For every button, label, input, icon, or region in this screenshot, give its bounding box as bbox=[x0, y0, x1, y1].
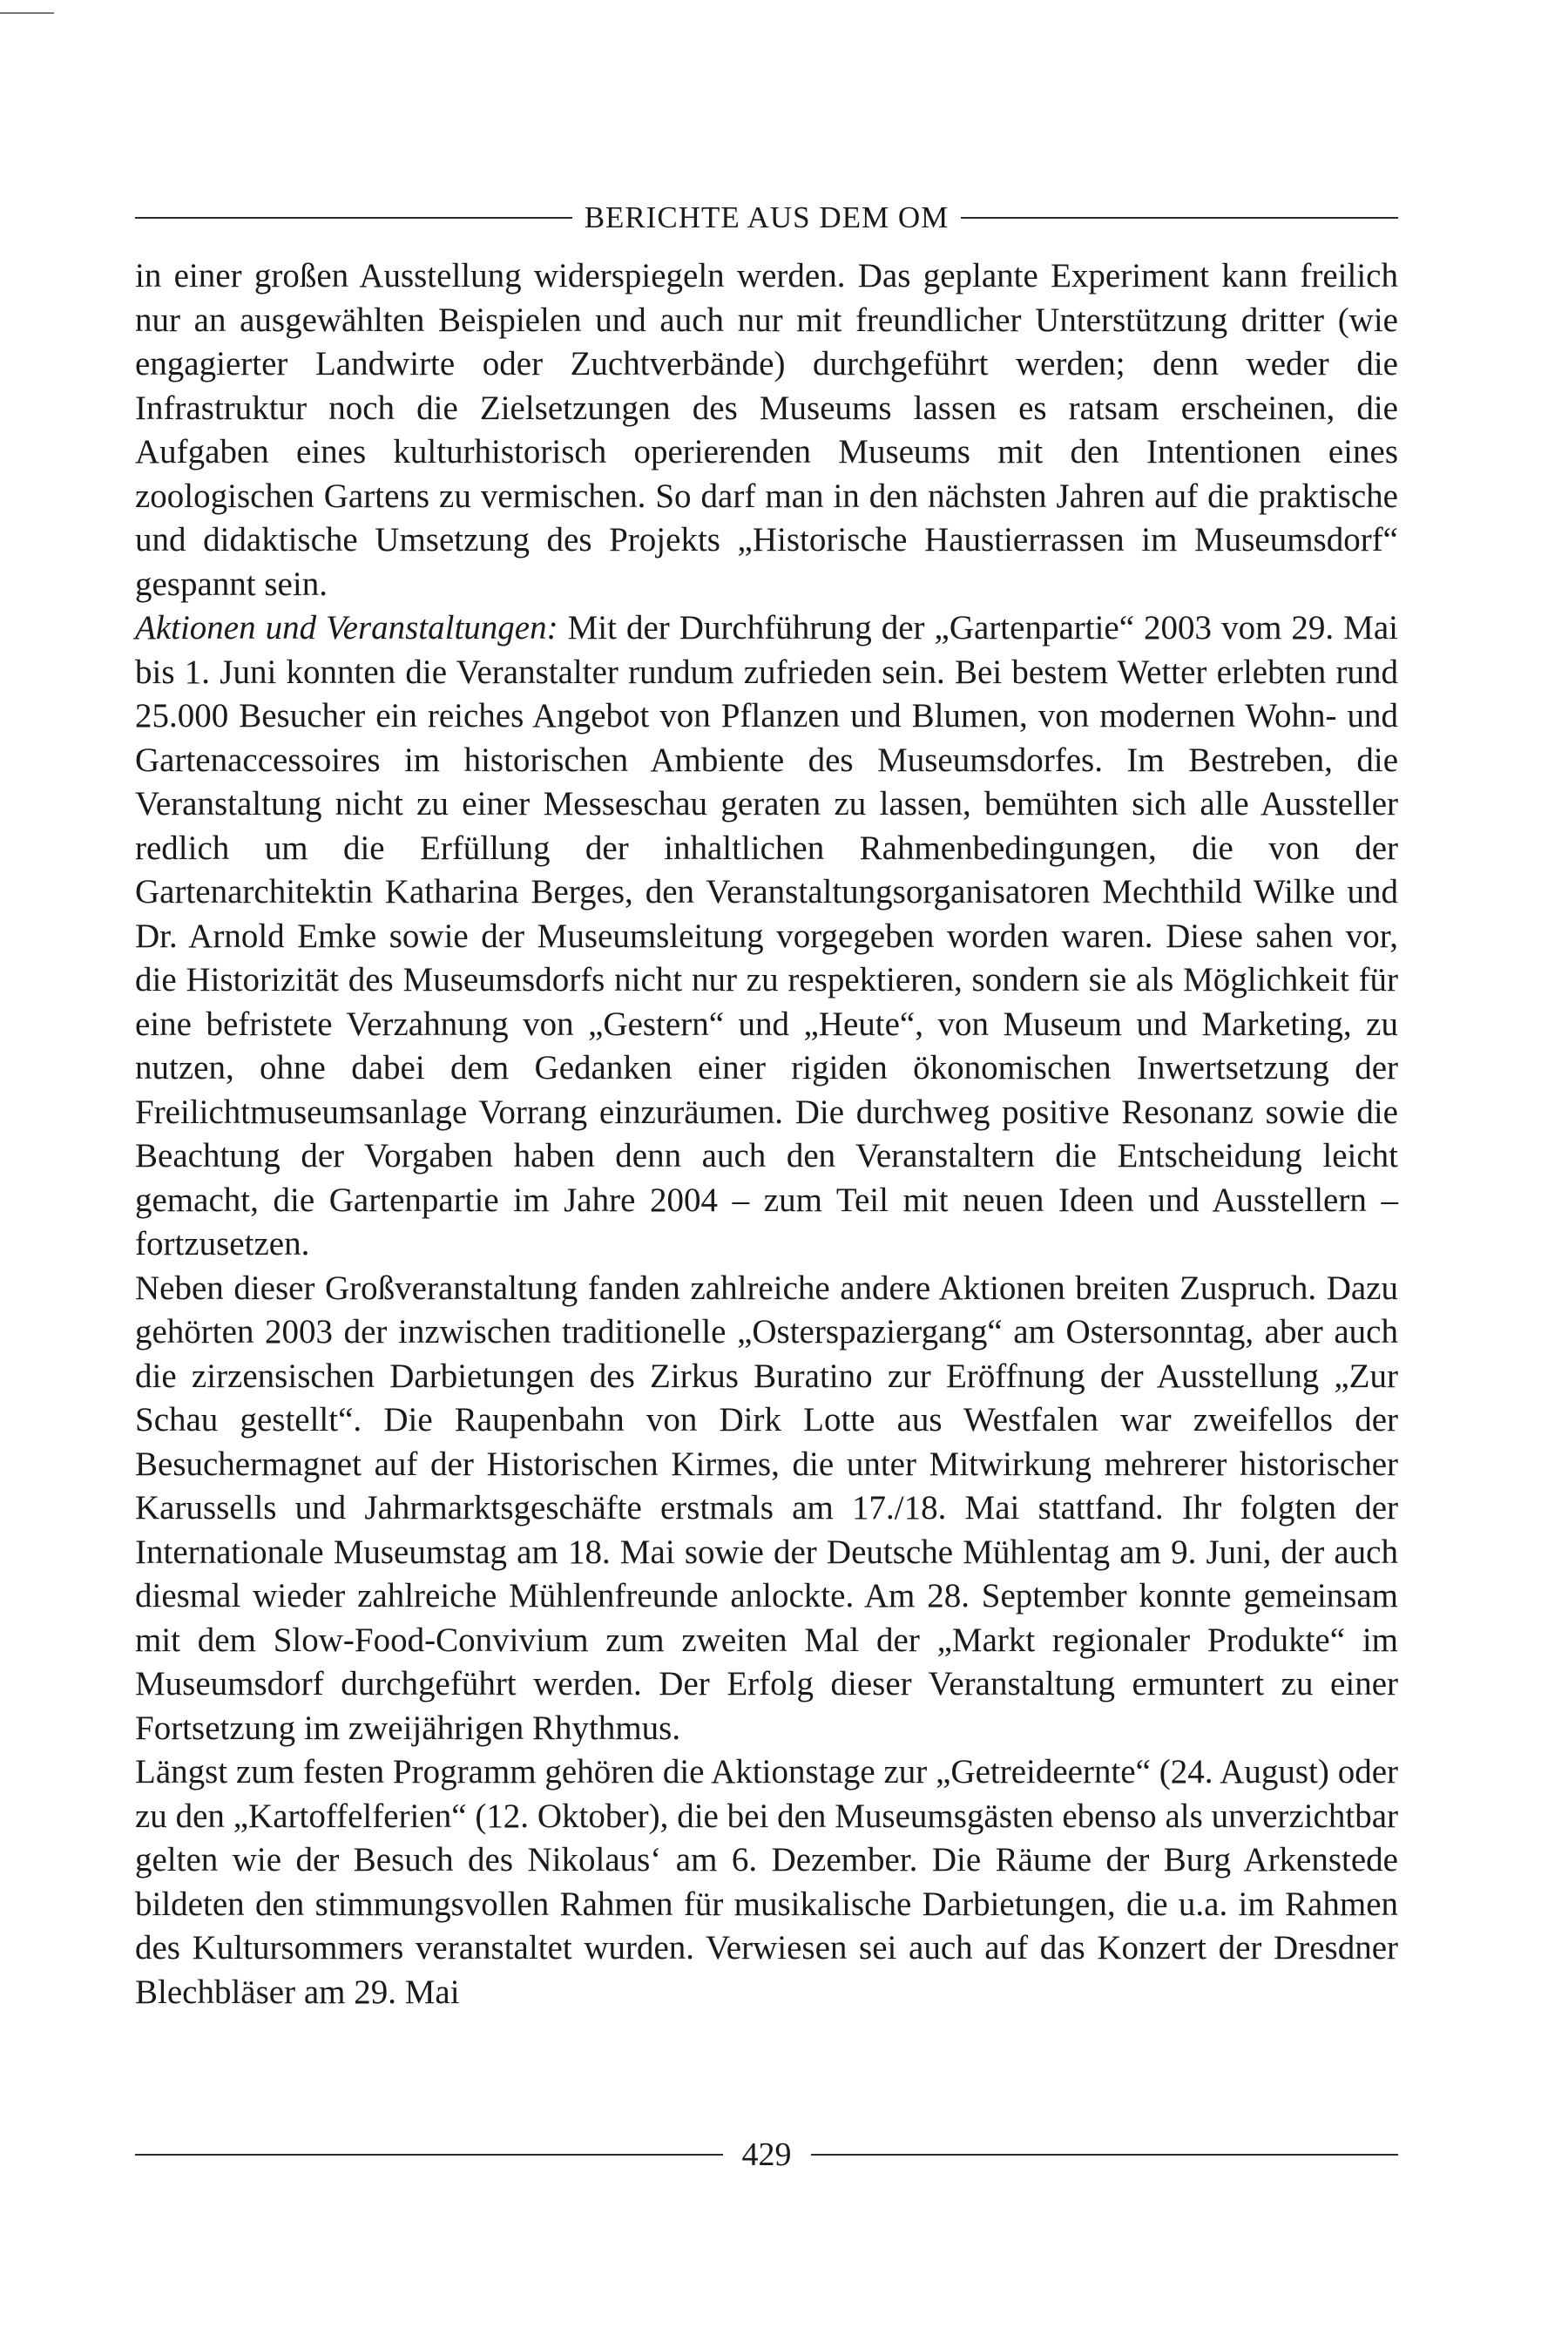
paragraph-programm bbox=[135, 1750, 1398, 2014]
paragraph-aktionen bbox=[135, 606, 1398, 1267]
page-number: 429 bbox=[741, 2136, 792, 2173]
header-rule-right bbox=[961, 217, 1398, 219]
scan-corner-mark bbox=[0, 12, 54, 14]
footer-rule-left bbox=[135, 2154, 723, 2156]
section-lead-aktionen: Aktionen und Veranstaltungen: bbox=[135, 609, 558, 646]
paragraph-text: Längst zum festen Programm gehören die Aktionstage zur „Getreideernte“ (24. August) oder zu den „Kartoffelferien“ (12. Oktober), die bei den Museumsgästen ebenso als unverzichtbar gelten wie der Besuch des Nikolaus‘ am 6. Dezember. Die Räume der Burg Arkenstede bildeten den stimmungsvollen Rahmen für musikalische Darbietungen, die u.a. im Rahmen des Kultursommers veranstaltet wurden. Verwiesen sei auch auf das Konzert der Dresdner Blechbläser am 29. Mai bbox=[135, 1753, 1398, 2011]
page-header bbox=[135, 199, 1398, 237]
body-text bbox=[135, 254, 1398, 2014]
running-head: BERICHTE AUS DEM OM bbox=[584, 200, 950, 234]
paragraph-text: in einer großen Ausstellung widerspiegeln werden. Das geplante Experiment kann freilich nur an ausgewählten Beispielen und auch nur mit freundlicher Unterstützung dritter (wie engagierter Landwirte oder Zuchtverbände) durchgeführt werden; denn weder die Infrastruktur noch die Zielsetzungen des Museums lassen es ratsam erscheinen, die Aufgaben eines kulturhistorisch operierenden Museums mit den Intentionen eines zoologischen Gartens zu vermischen. So darf man in den nächsten Jahren auf die praktische und didaktische Umsetzung des Projekts „Historische Haustierrassen im Museumsdorf“ gespannt sein. bbox=[135, 257, 1398, 603]
paragraph-text: Mit der Durchführung der „Gartenpartie“ 2003 vom 29. Mai bis 1. Juni konnten die Veranstalter rundum zufrieden sein. Bei bestem Wetter erlebten rund 25.000 Besucher ein reiches Angebot von Pflanzen und Blumen, von modernen Wohn- und Gartenaccessoires im historischen Ambiente des Museumsdorfes. Im Bestreben, die Veranstaltung nicht zu einer Messeschau geraten zu lassen, bemühten sich alle Aussteller redlich um die Erfüllung der inhaltlichen Rahmenbedingungen, die von der Gartenarchitektin Katharina Berges, den Veranstaltungsorganisatoren Mechthild Wilke und Dr. Arnold Emke sowie der Museumsleitung vorgegeben worden waren. Diese sahen vor, die Historizität des Museumsdorfs nicht nur zu respektieren, sondern sie als Möglichkeit für eine befristete Verzahnung von „Gestern“ und „Heute“, von Museum und Marketing, zu nutzen, ohne dabei dem Gedanken einer rigiden ökonomischen Inwertsetzung der Freilichtmuseumsanlage Vorrang einzuräumen. Die durchweg positive Resonanz sowie die Beachtung der Vorgaben haben denn auch den Veranstaltern die Entscheidung leicht gemacht, die Gartenpartie im Jahre 2004 – zum Teil mit neuen Ideen und Ausstellern – fortzusetzen. bbox=[135, 609, 1398, 1263]
paragraph-veranstaltungen bbox=[135, 1267, 1398, 1751]
paragraph-text: Neben dieser Großveranstaltung fanden zahlreiche andere Aktionen breiten Zuspruch. Dazu gehörten 2003 der inzwischen traditionelle „Osterspaziergang“ am Ostersonntag, aber auch die zirzensischen Darbietungen des Zirkus Buratino zur Eröffnung der Ausstellung „Zur Schau gestellt“. Die Raupenbahn von Dirk Lotte aus Westfalen war zweifellos der Besuchermagnet auf der Historischen Kirmes, die unter Mitwirkung mehrerer historischer Karussells und Jahrmarktsgeschäfte erstmals am 17./18. Mai stattfand. Ihr folgten der Internationale Museumstag am 18. Mai sowie der Deutsche Mühlentag am 9. Juni, der auch diesmal wieder zahlreiche Mühlenfreunde anlockte. Am 28. September konnte gemeinsam mit dem Slow-Food-Convivium zum zweiten Mal der „Markt regionaler Produkte“ im Museumsdorf durchgeführt werden. Der Erfolg dieser Veranstaltung ermuntert zu einer Fortsetzung im zweijährigen Rhythmus. bbox=[135, 1269, 1398, 1747]
paragraph-haustierrassen bbox=[135, 254, 1398, 606]
header-rule-left bbox=[135, 217, 572, 219]
page-footer bbox=[135, 2133, 1398, 2176]
footer-rule-right bbox=[811, 2154, 1399, 2156]
